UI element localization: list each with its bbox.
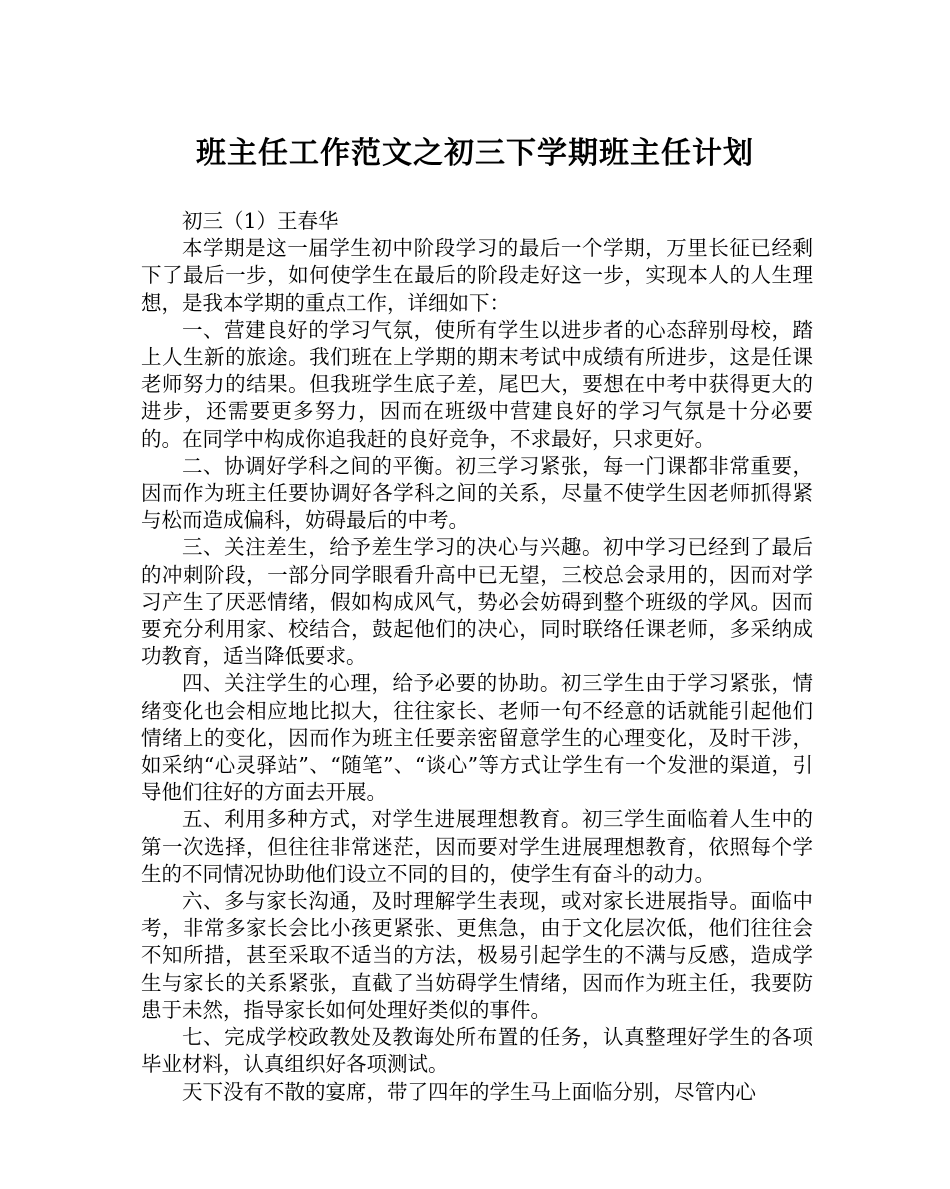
paragraph-2: 二、协调好学科之间的平衡。初三学习紧张，每一门课都非常重要，因而作为班主任要协调好各学科之间的关系，尽量不使学生因老师抓得紧与松而造成偏科，妨碍最后的中考。: [141, 453, 813, 533]
paragraph-7: 七、完成学校政教处及教诲处所布置的任务，认真整理好学生的各项毕业材料，认真组织好各项测试。: [141, 1025, 813, 1077]
paragraph-4: 四、关注学生的心理，给予必要的协助。初三学生由于学习紧张，情绪变化也会相应地比拟大，往往家长、老师一句不经意的话就能引起他们情绪上的变化，因而作为班主任要亲密留意学生的心理变化，及时干涉，如采纳“心灵驿站”、“随笔”、“谈心”等方式让学生有一个发泄的渠道，引导他们往好的方面去开展。: [141, 671, 813, 805]
author-line: 初三（1）王春华: [182, 209, 339, 233]
paragraph-closing: 天下没有不散的宴席，带了四年的学生马上面临分别，尽管内心: [182, 1079, 756, 1104]
paragraph-1: 一、营建良好的学习气氛，使所有学生以进步者的心态辞别母校，踏上人生新的旅途。我们班在上学期的期末考试中成绩有所进步，这是任课老师努力的结果。但我班学生底子差，尾巴大，要想在中考中获得更大的进步，还需要更多努力，因而在班级中营建良好的学习气氛是十分必要的。在同学中构成你追我赶的良好竞争，不求最好，只求更好。: [141, 317, 813, 451]
paragraph-5: 五、利用多种方式，对学生进展理想教育。初三学生面临着人生中的第一次选择，但往往非常迷茫，因而要对学生进展理想教育，依照每个学生的不同情况协助他们设立不同的目的，使学生有奋斗的动力。: [141, 807, 813, 886]
document-body: [141, 208, 813, 1106]
document-title: 班主任工作范文之初三下学期班主任计划: [196, 136, 754, 171]
paragraph-6: 六、多与家长沟通，及时理解学生表现，或对家长进展指导。面临中考，非常多家长会比小孩更紧张、更焦急，由于文化层次低，他们往往会不知所措，甚至采取不适当的方法，极易引起学生的不满与反感，造成学生与家长的关系紧张，直截了当妨碍学生情绪，因而作为班主任，我要防患于未然，指导家长如何处理好类似的事件。: [141, 889, 813, 1022]
paragraph-3: 三、关注差生，给予差生学习的决心与兴趣。初中学习已经到了最后的冲刺阶段，一部分同学眼看升高中已无望，三校总会录用的，因而对学习产生了厌恶情绪，假如构成风气，势必会妨碍到整个班级的学风。因而要充分利用家、校结合，鼓起他们的决心，同时联络任课老师，多采纳成功教育，适当降低要求。: [141, 535, 813, 669]
paragraph-intro: 本学期是这一届学生初中阶段学习的最后一个学期，万里长征已经剩下了最后一步，如何使学生在最后的阶段走好这一步，实现本人的人生理想，是我本学期的重点工作，详细如下：: [141, 236, 813, 315]
